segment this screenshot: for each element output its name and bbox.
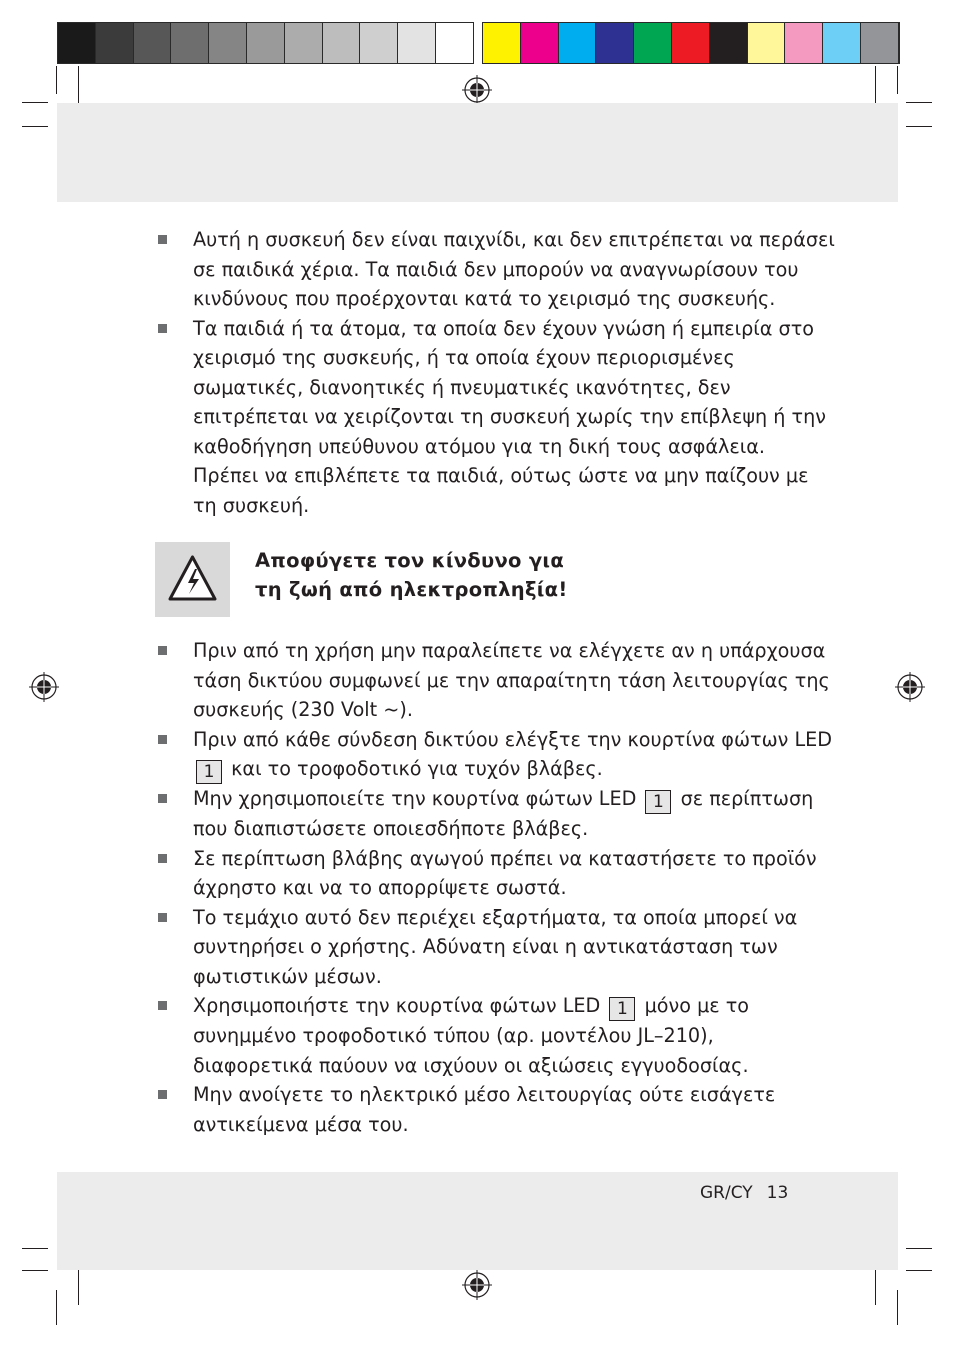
square-bullet-icon [158,913,167,922]
square-bullet-icon [158,794,167,803]
language-code: GR/CY [700,1183,753,1203]
list-item-text: Τα παιδιά ή τα άτομα, τα οποία δεν έχουν γνώση ή εμπειρία στο χειρισμό της συσκευής, ή τα οποία έχουν περιορισμένες σωματικές, διανοητικές ή πνευματικές ικανότητες, δεν επιτρέπεται να χειρίζονται τη συσκευή χωρίς την επίβλεψη ή την καθοδήγηση υπεύθυνου ατόμου για τη δική τους ασφάλεια. Πρέπει να επιβλέπετε τα παιδιά, ούτως ώστε να μην παίζουν με τη συσκευή. [193,316,826,517]
registration-mark-icon [462,1270,492,1300]
square-bullet-icon [158,324,167,333]
crop-mark [78,66,79,106]
color-swatch [285,23,323,63]
list-item-text: Μην χρησιμοποιείτε την κουρτίνα φώτων LED [193,787,637,810]
color-swatch [521,23,559,63]
list-item-text: και το τροφοδοτικό για τυχόν βλάβες. [231,757,603,780]
gray-calibration-strip [57,22,474,64]
warning-icon-box [155,542,230,617]
crop-mark [906,126,932,127]
list-item-text: σε περίπτωση που διαπιστώσετε οποιεσδήποτε βλάβες. [193,787,814,840]
color-swatch [58,23,96,63]
color-swatch [360,23,398,63]
square-bullet-icon [158,1090,167,1099]
color-swatch [861,23,899,63]
color-swatch [559,23,597,63]
color-swatch [710,23,748,63]
crop-mark [906,1248,932,1249]
part-reference-badge: 1 [645,790,671,814]
page-number: 13 [766,1183,789,1203]
color-swatch [134,23,172,63]
crop-mark [22,1248,48,1249]
color-swatch [247,23,285,63]
registration-mark-icon [895,672,925,702]
color-swatch [96,23,134,63]
color-swatch [398,23,436,63]
header-band [57,103,898,202]
list-item [155,991,835,1080]
crop-mark [875,66,876,106]
crop-mark [875,1265,876,1305]
color-swatch [596,23,634,63]
color-swatch [785,23,823,63]
square-bullet-icon [158,735,167,744]
color-swatch [672,23,710,63]
list-item [155,725,835,785]
color-swatch [483,23,521,63]
list-item-text: Μην ανοίγετε το ηλεκτρικό μέσο λειτουργίας ούτε εισάγετε αντικείμενα μέσα του. [193,1083,776,1136]
list-item-text: Αυτή η συσκευή δεν είναι παιχνίδι, και δεν επιτρέπεται να περάσει σε παιδικά χέρια. Τα παιδιά δεν μπορούν να αναγνωρίσουν του κινδύνους που προέρχονται κατά το χειρισμό της συσκευής. [193,228,835,310]
list-item [155,784,835,844]
safety-list-top [155,225,835,520]
crop-mark [22,126,48,127]
list-item [155,903,835,992]
color-swatch [171,23,209,63]
part-reference-badge: 1 [609,997,635,1021]
crop-mark [22,102,48,103]
crop-mark [897,1290,898,1325]
crop-mark [78,1265,79,1305]
color-swatch [436,23,474,63]
safety-list-bottom [155,636,835,1139]
color-swatch [209,23,247,63]
square-bullet-icon [158,235,167,244]
warning-heading [255,546,675,604]
page-footer [700,1183,802,1203]
square-bullet-icon [158,646,167,655]
high-voltage-warning-icon [155,542,230,617]
crop-mark [906,102,932,103]
list-item [155,636,835,725]
warning-heading-line: Αποφύγετε τον κίνδυνο για [255,549,565,572]
crop-mark [897,66,898,94]
color-swatch [823,23,861,63]
registration-mark-icon [462,75,492,105]
registration-mark-icon [29,672,59,702]
square-bullet-icon [158,1001,167,1010]
crop-mark [56,66,57,94]
color-swatch [634,23,672,63]
list-item-text: μόνο με το συνημμένο τροφοδοτικό τύπου (αρ. μοντέλου JL–210), διαφορετικά παύουν να ισχύουν οι αξιώσεις εγγυοδοσίας. [193,994,750,1077]
crop-mark [22,1270,48,1271]
list-item-text: Το τεμάχιο αυτό δεν περιέχει εξαρτήματα, τα οποία μπορεί να συντηρήσει ο χρήστης. Αδύνατη είναι η αντικατάσταση των φωτιστικών μέσων. [193,905,798,988]
crop-mark [56,1290,57,1325]
part-reference-badge: 1 [196,760,222,784]
list-item [155,225,835,314]
square-bullet-icon [158,854,167,863]
list-item [155,1080,835,1139]
list-item [155,314,835,521]
list-item [155,844,835,903]
warning-heading-line: τη ζωή από ηλεκτροπληξία! [255,578,568,601]
color-calibration-strip [482,22,900,64]
list-item-text: Χρησιμοποιήστε την κουρτίνα φώτων LED [193,994,601,1017]
list-item-text: Σε περίπτωση βλάβης αγωγού πρέπει να καταστήσετε το προϊόν άχρηστο και να το απορρίψετε σωστά. [193,846,817,899]
list-item-text: Πριν από κάθε σύνδεση δικτύου ελέγξτε την κουρτίνα φώτων LED [193,727,833,751]
color-swatch [323,23,361,63]
list-item-text: Πριν από τη χρήση μην παραλείπετε να ελέγχετε αν η υπάρχουσα τάση δικτύου συμφωνεί με την απαραίτητη τάση λειτουργίας της συσκευής (230 Volt ~). [193,639,830,721]
crop-mark [906,1270,932,1271]
color-swatch [748,23,786,63]
